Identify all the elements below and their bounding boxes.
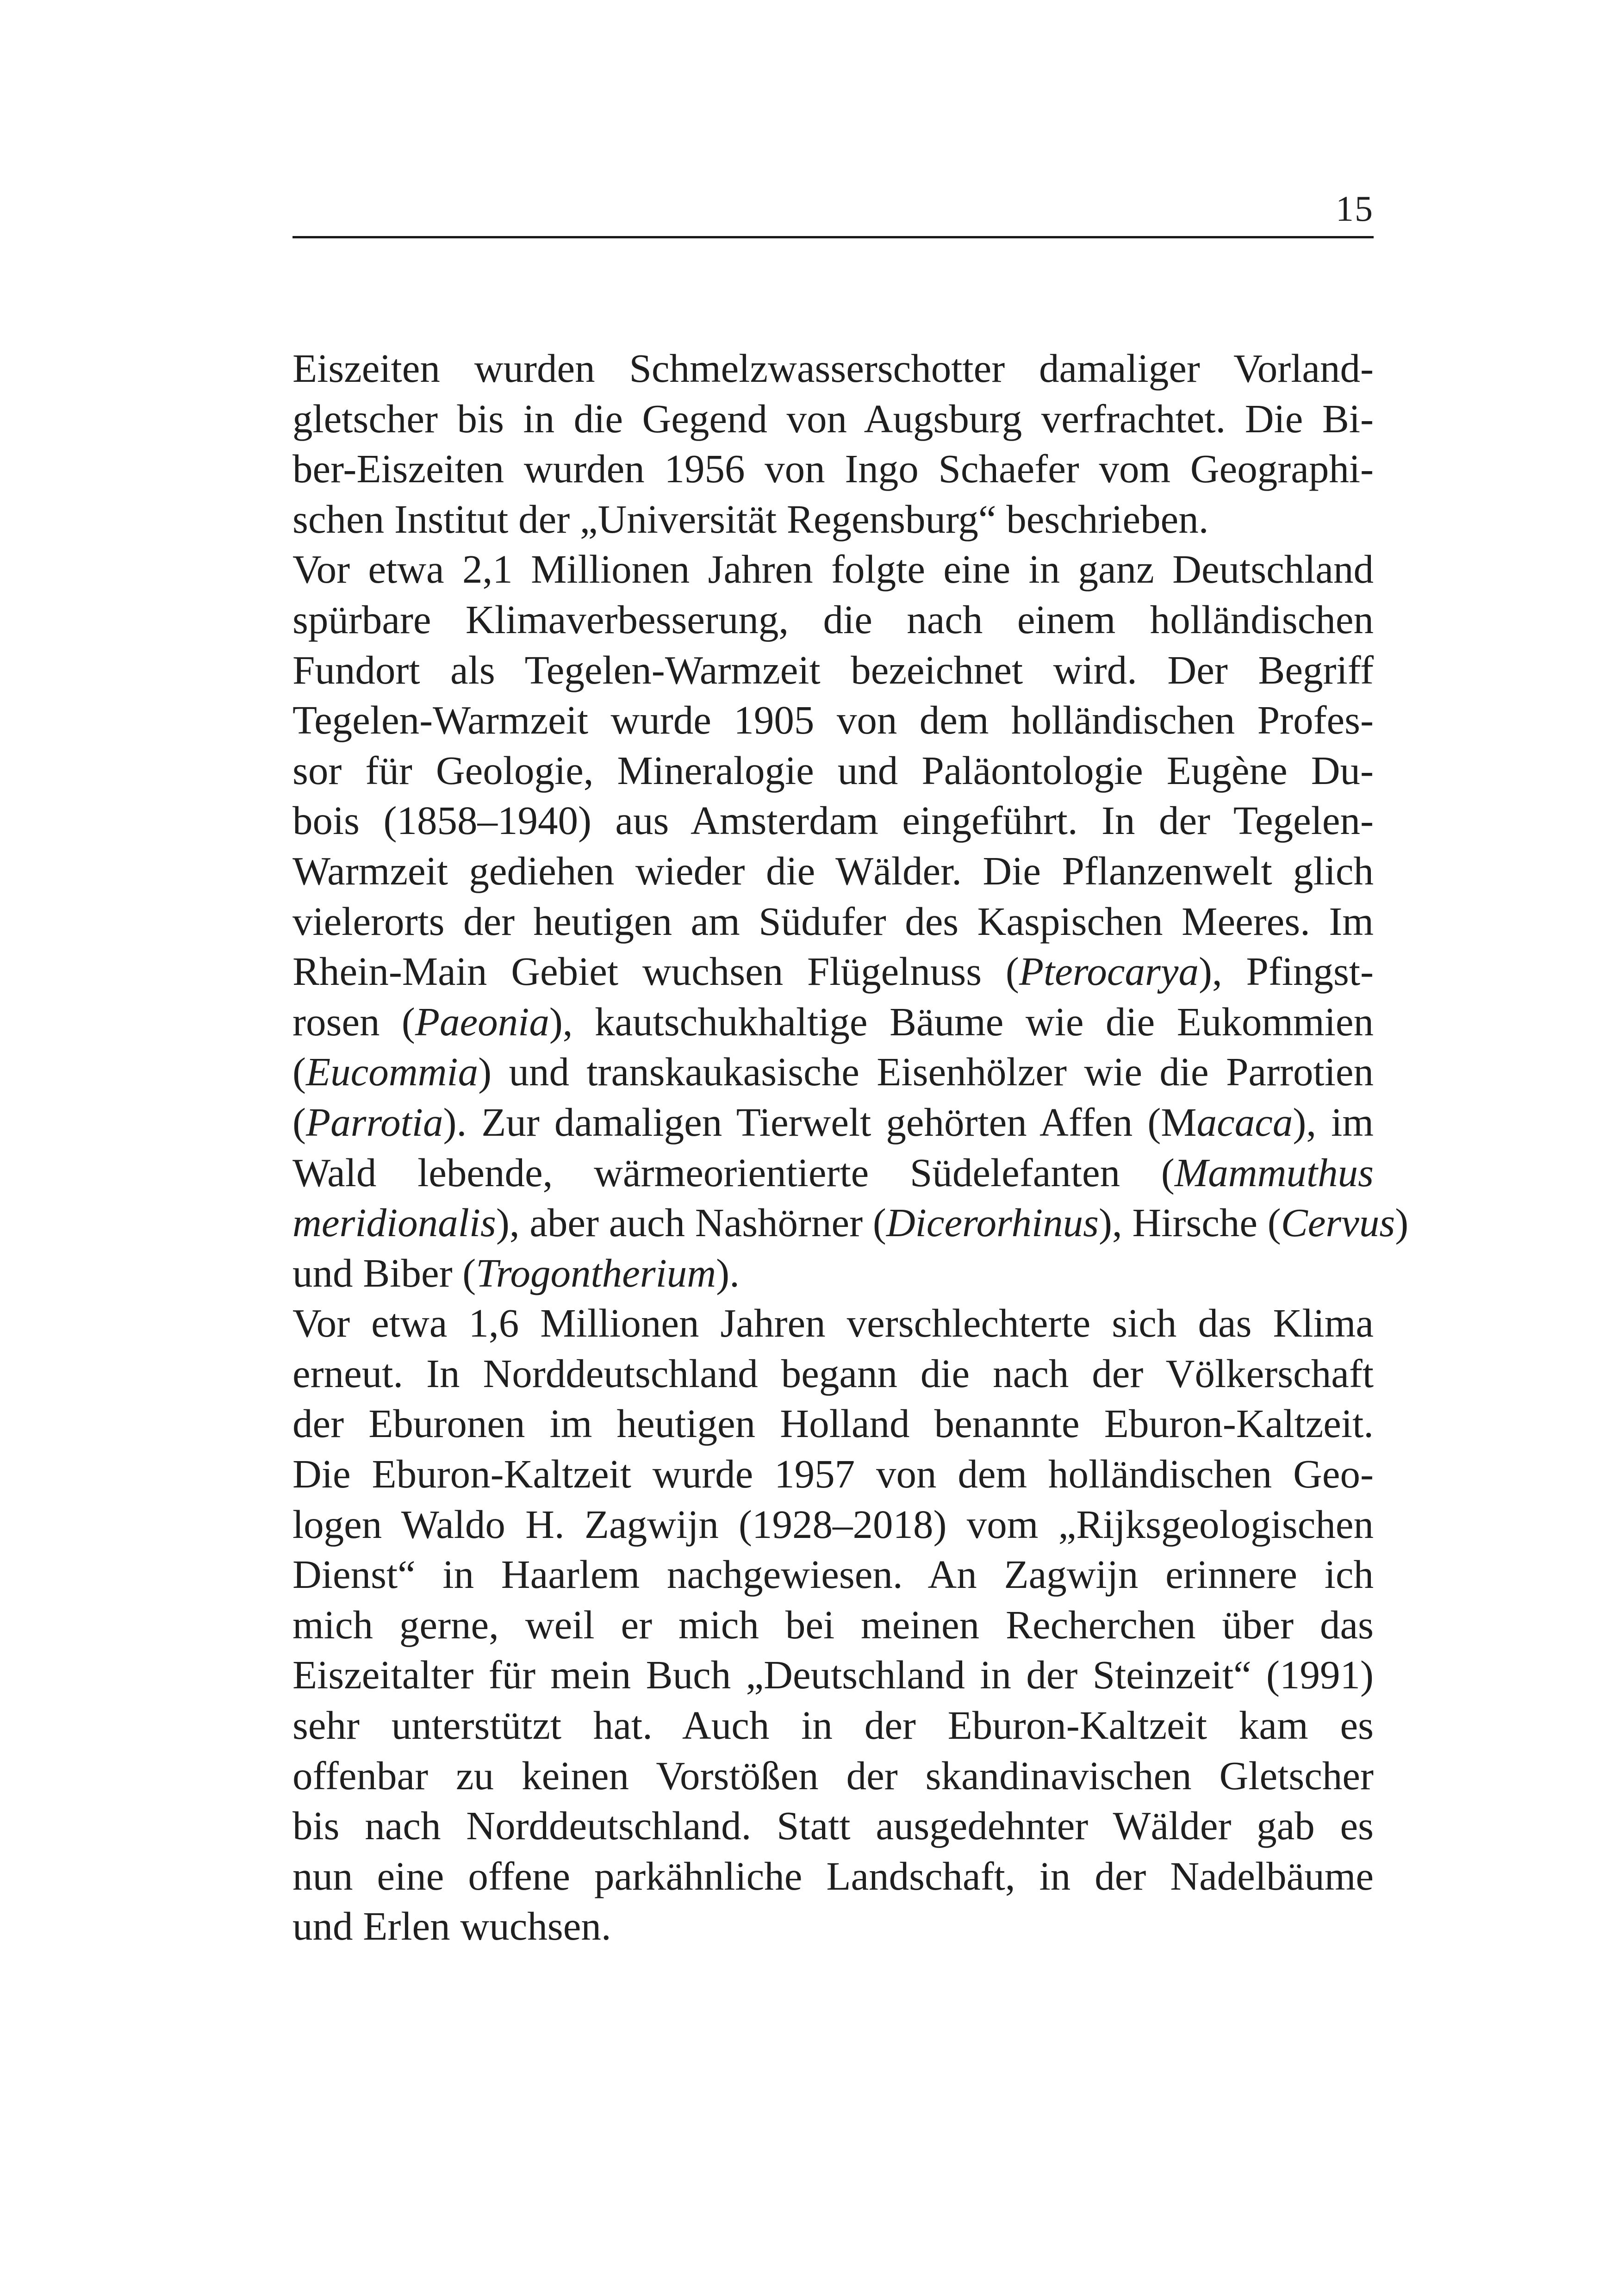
body-text: [292, 343, 1409, 1952]
text-line: Wald lebende, wärmeorientierte Südelefanten (Mammuthus: [292, 1150, 1374, 1195]
italic-term: Mammuthus: [1174, 1150, 1374, 1195]
text-line: sehr unterstützt hat. Auch in der Eburon-Kaltzeit kam es: [292, 1703, 1374, 1748]
text-line: bois (1858–1940) aus Amsterdam eingeführt. In der Tegelen-: [292, 798, 1374, 843]
text-line: logen Waldo H. Zagwijn (1928–2018) vom „Rijksgeologischen: [292, 1501, 1374, 1547]
text-line: nun eine offene parkähnliche Landschaft, in der Nadelbäume: [292, 1853, 1374, 1898]
page-number: 15: [1336, 188, 1374, 229]
text-line: gletscher bis in die Gegend von Augsburg verfrachtet. Die Bi-: [292, 396, 1374, 441]
italic-term: Trogontherium: [476, 1250, 716, 1295]
text-line: Eiszeitalter für mein Buch „Deutschland in der Steinzeit“ (1991): [292, 1652, 1374, 1698]
text-line: Vor etwa 2,1 Millionen Jahren folgte eine in ganz Deutschland: [292, 547, 1374, 592]
text-line: Dienst“ in Haarlem nachgewiesen. An Zagwijn erinnere ich: [292, 1552, 1374, 1597]
italic-term: acaca: [1196, 1099, 1293, 1145]
text-line: erneut. In Norddeutschland begann die nach der Völkerschaft: [292, 1350, 1374, 1396]
text-line: der Eburonen im heutigen Holland benannte Eburon-Kaltzeit.: [292, 1401, 1374, 1446]
text-line: vielerorts der heutigen am Südufer des Kaspischen Meeres. Im: [292, 898, 1374, 944]
text-line: mich gerne, weil er mich bei meinen Recherchen über das: [292, 1602, 1374, 1647]
text-line: Die Eburon-Kaltzeit wurde 1957 von dem holländischen Geo-: [292, 1451, 1374, 1497]
text-line: Eiszeiten wurden Schmelzwasserschotter damaliger Vorland-: [292, 346, 1374, 391]
italic-term: Dicerorhinus: [886, 1200, 1099, 1245]
text-line: (Parrotia). Zur damaligen Tierwelt gehörten Affen (Macaca), im: [292, 1099, 1374, 1145]
text-line: schen Institut der „Universität Regensburg“ beschrieben.: [292, 496, 1209, 541]
italic-term: Paeonia: [415, 999, 549, 1044]
page-header: [292, 181, 1374, 238]
text-line: Rhein-Main Gebiet wuchsen Flügelnuss (Pterocarya), Pfingst-: [292, 949, 1374, 994]
text-line: Tegelen-Warmzeit wurde 1905 von dem holländischen Profes-: [292, 697, 1374, 743]
text-line: Warmzeit gediehen wieder die Wälder. Die Pflanzenwelt glich: [292, 848, 1374, 893]
text-line: und Biber (Trogontherium).: [292, 1250, 740, 1295]
text-line: und Erlen wuchsen.: [292, 1904, 611, 1949]
text-line: ber-Eiszeiten wurden 1956 von Ingo Schaefer vom Geographi-: [292, 446, 1374, 492]
text-line: meridionalis), aber auch Nashörner (Dicerorhinus), Hirsche (Cervus): [292, 1200, 1409, 1245]
text-line: offenbar zu keinen Vorstößen der skandinavischen Gletscher: [292, 1753, 1374, 1798]
italic-term: Cervus: [1281, 1200, 1395, 1245]
italic-term: meridionalis: [292, 1200, 496, 1245]
italic-term: Pterocarya: [1019, 949, 1199, 994]
text-line: Fundort als Tegelen-Warmzeit bezeichnet wird. Der Begriff: [292, 647, 1374, 692]
text-line: sor für Geologie, Mineralogie und Paläontologie Eugène Du-: [292, 747, 1374, 793]
text-line: bis nach Norddeutschland. Statt ausgedehnter Wälder gab es: [292, 1803, 1374, 1848]
italic-term: Parrotia: [305, 1099, 443, 1145]
text-line: spürbare Klimaverbesserung, die nach einem holländischen: [292, 597, 1374, 642]
text-line: (Eucommia) und transkaukasische Eisenhölzer wie die Parrotien: [292, 1049, 1374, 1095]
text-line: rosen (Paeonia), kautschukhaltige Bäume wie die Eukommien: [292, 999, 1374, 1044]
text-line: Vor etwa 1,6 Millionen Jahren verschlechterte sich das Klima: [292, 1300, 1374, 1346]
italic-term: Eucommia: [305, 1049, 479, 1095]
